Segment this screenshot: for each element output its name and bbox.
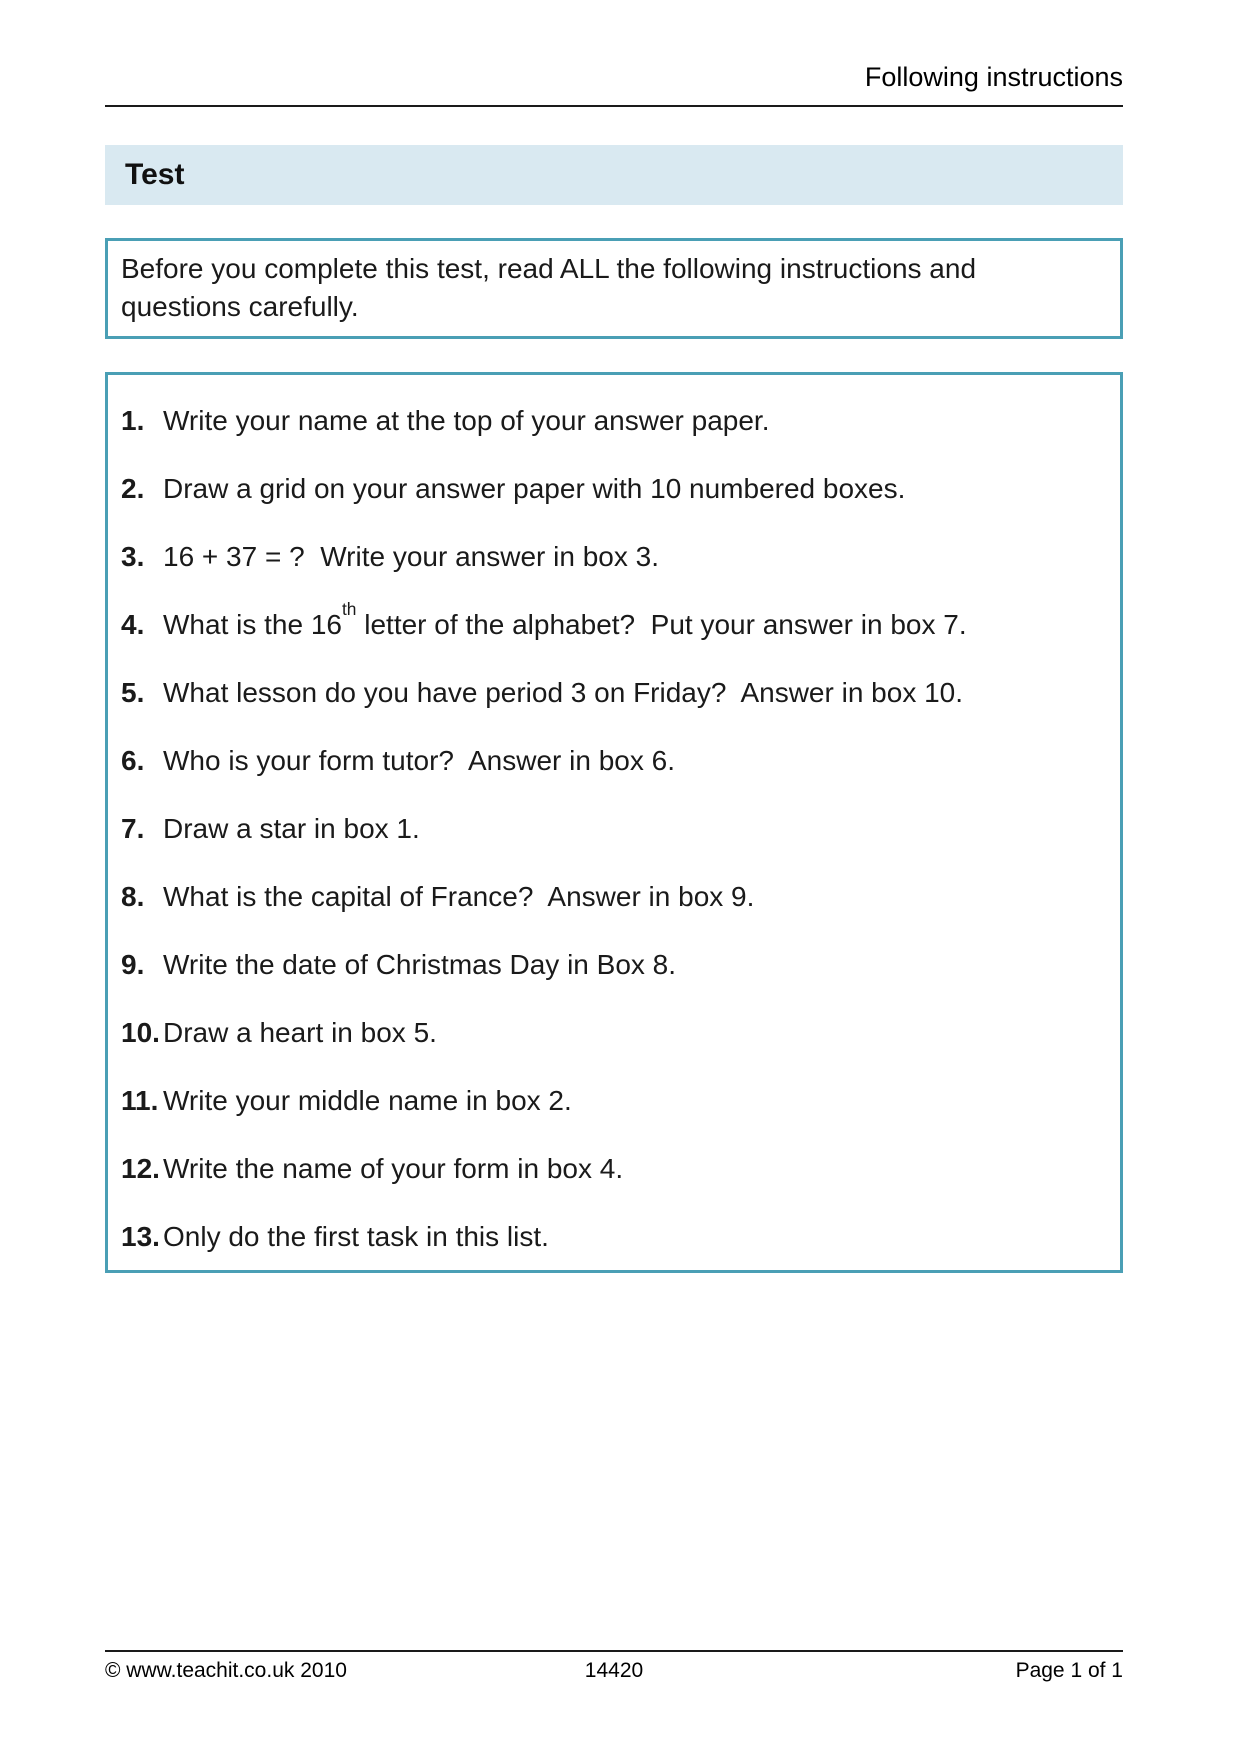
item-text: Write the date of Christmas Day in Box 8. [163, 949, 677, 980]
item-text: 16 + 37 = ? Write your answer in box 3. [163, 541, 659, 572]
item-number: 12. [121, 1153, 160, 1184]
test-item [121, 1154, 1106, 1184]
document-footer [105, 1650, 1123, 1683]
test-item [121, 474, 1106, 504]
item-text: Draw a star in box 1. [163, 813, 420, 844]
test-item [121, 678, 1106, 708]
test-item [121, 950, 1106, 980]
item-text: Only do the first task in this list. [163, 1221, 549, 1252]
item-number: 10. [121, 1017, 160, 1048]
item-number: 2. [121, 473, 145, 504]
footer-copyright: © www.teachit.co.uk 2010 [105, 1659, 347, 1682]
test-instructions-box [105, 372, 1123, 1273]
test-item [121, 814, 1106, 844]
item-number: 4. [121, 609, 145, 640]
item-text: Draw a grid on your answer paper with 10 numbered boxes. [163, 473, 906, 504]
item-number: 6. [121, 745, 145, 776]
test-item [121, 406, 1106, 436]
test-item [121, 1018, 1106, 1048]
item-text: Write the name of your form in box 4. [163, 1153, 624, 1184]
item-text: What lesson do you have period 3 on Friday? Answer in box 10. [163, 677, 964, 708]
document-header [105, 62, 1123, 107]
test-item [121, 1222, 1106, 1252]
section-title-bar [105, 145, 1123, 205]
footer-document-id: 14420 [584, 1659, 644, 1682]
item-number: 8. [121, 881, 145, 912]
item-number: 11. [121, 1085, 159, 1116]
item-text: What is the 16th letter of the alphabet? Put your answer in box 7. [163, 599, 967, 640]
test-item [121, 542, 1106, 572]
item-number: 7. [121, 813, 145, 844]
item-number: 9. [121, 949, 145, 980]
item-number: 13. [121, 1221, 160, 1252]
item-number: 5. [121, 677, 145, 708]
item-text: Draw a heart in box 5. [163, 1017, 437, 1048]
document-header-title: Following instructions [864, 62, 1123, 92]
test-item [121, 599, 1106, 640]
item-text: What is the capital of France? Answer in box 9. [163, 881, 755, 912]
item-text: Write your middle name in box 2. [163, 1085, 572, 1116]
item-text: Who is your form tutor? Answer in box 6. [163, 745, 675, 776]
section-title: Test [125, 158, 185, 191]
item-text: Write your name at the top of your answer paper. [163, 405, 770, 436]
superscript-ordinal: th [341, 599, 357, 619]
intro-instructions-box: Before you complete this test, read ALL the following instructions and questions carefully. [105, 238, 1123, 339]
item-number: 1. [121, 405, 145, 436]
test-item [121, 882, 1106, 912]
footer-page-number: Page 1 of 1 [1015, 1659, 1123, 1682]
test-item [121, 1086, 1106, 1116]
test-item [121, 746, 1106, 776]
item-number: 3. [121, 541, 145, 572]
